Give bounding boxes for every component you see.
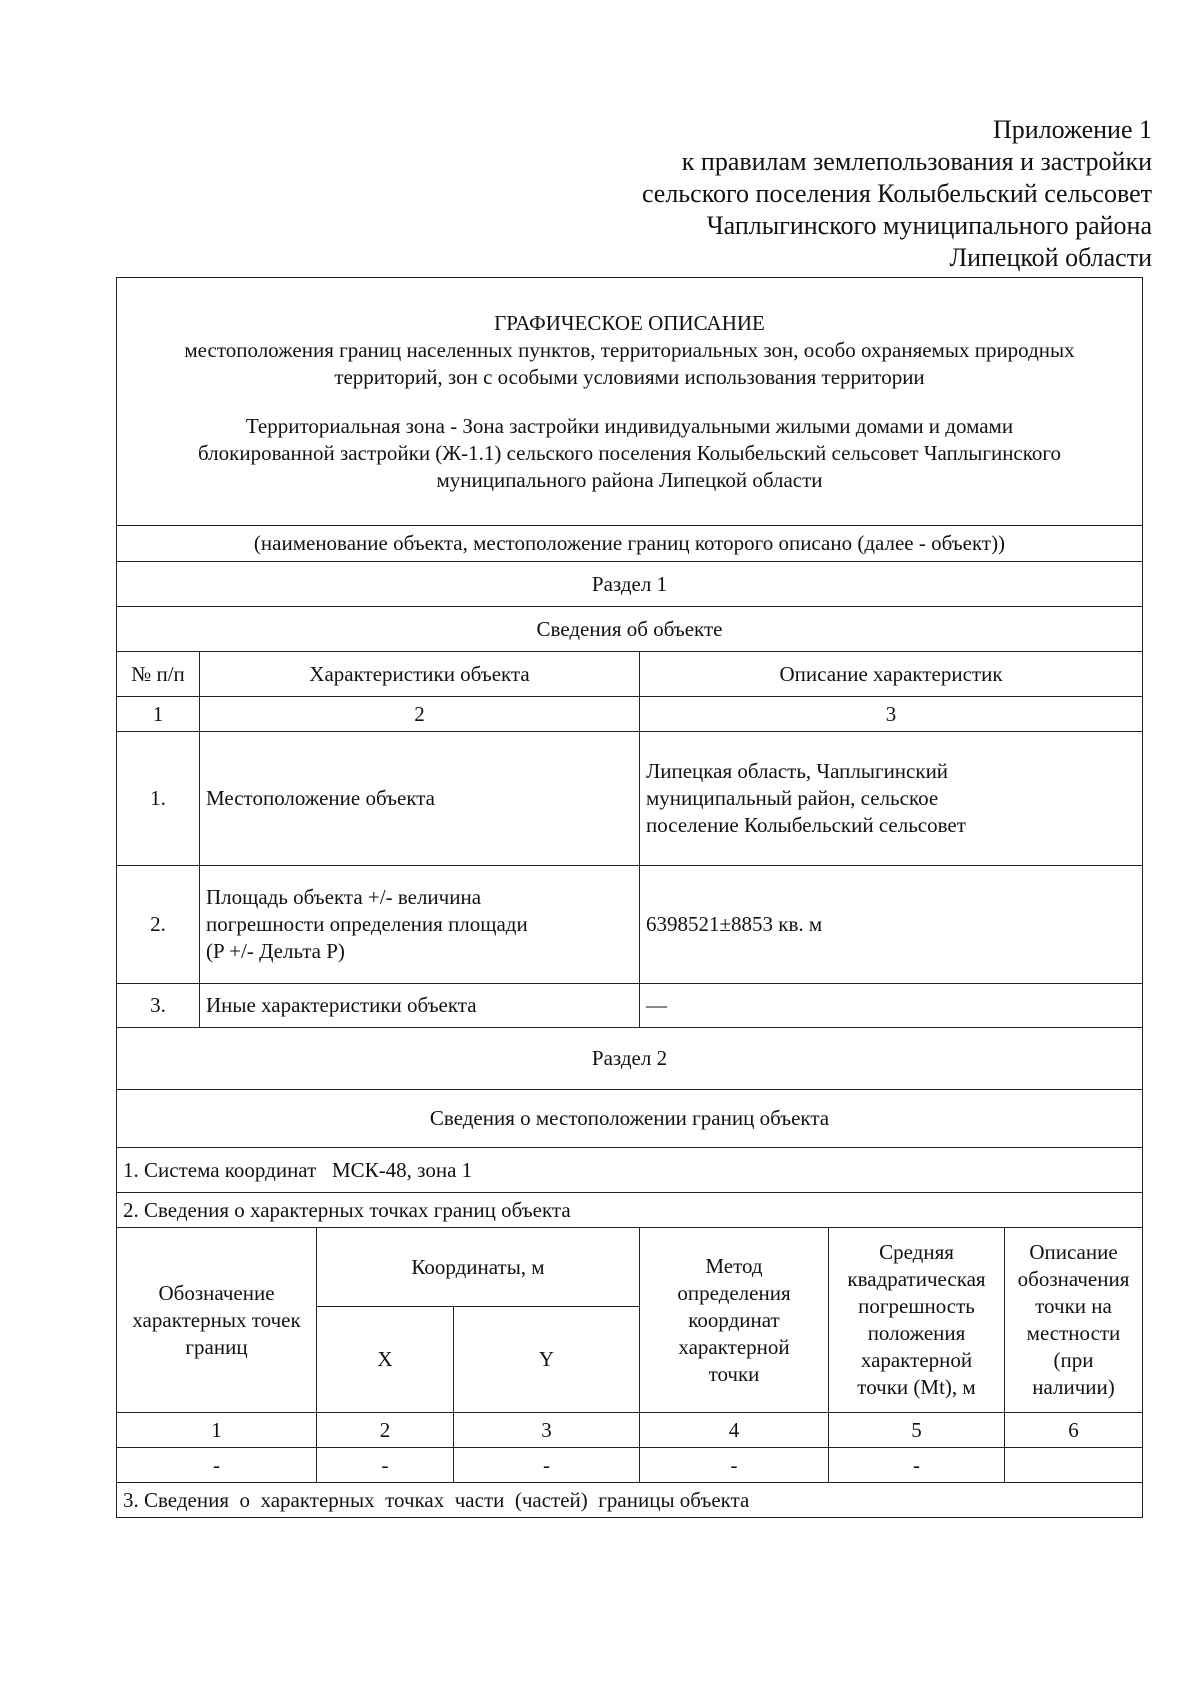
- header-coordinate-y: Y: [454, 1307, 640, 1413]
- header-line: границ: [185, 1334, 248, 1359]
- row-description-line: муниципальный район, сельское: [646, 786, 939, 810]
- col-header-characteristics: Характеристики объекта: [200, 652, 640, 697]
- row-description: [640, 732, 1143, 866]
- appendix-line-4: Чаплыгинского муниципального района: [706, 211, 1152, 240]
- table-row: [117, 866, 1143, 984]
- row-description-line: Липецкая область, Чаплыгинский: [646, 759, 949, 783]
- row-characteristic-line: Площадь объекта +/- величина: [206, 885, 482, 909]
- col-header-number: № п/п: [117, 652, 200, 697]
- section-1-subtitle: Сведения об объекте: [117, 607, 1143, 652]
- points-col-number-6: 6: [1005, 1413, 1143, 1448]
- header-line: точки (Mt), м: [857, 1375, 976, 1399]
- point-description-cell: [1005, 1448, 1143, 1483]
- document-title: ГРАФИЧЕСКОЕ ОПИСАНИЕ: [494, 311, 765, 335]
- point-y-cell: -: [454, 1448, 640, 1483]
- header-line: погрешность: [858, 1294, 975, 1318]
- row-characteristic-line: Местоположение объекта: [206, 786, 436, 810]
- row-description-line: поселение Колыбельский сельсовет: [646, 813, 966, 837]
- header-line: квадратическая: [847, 1267, 986, 1291]
- header-coordinates: Координаты, м: [317, 1228, 640, 1307]
- zone-name-line-3: муниципального района Липецкой области: [436, 468, 823, 492]
- header-point-description: [1005, 1228, 1143, 1413]
- header-mean-error: [829, 1228, 1005, 1413]
- document-header: [117, 278, 1143, 526]
- point-designation-cell: -: [117, 1448, 317, 1483]
- coordinate-system: 1. Система координат МСК-48, зона 1: [117, 1148, 1143, 1193]
- header-line: наличии): [1032, 1375, 1115, 1399]
- row-number: 3.: [117, 984, 200, 1028]
- header-line: положения: [867, 1321, 966, 1345]
- row-description: [640, 984, 1143, 1028]
- appendix-line-2: к правилам землепользования и застройки: [681, 147, 1152, 176]
- points-col-number-4: 4: [640, 1413, 829, 1448]
- header-coordinate-x: X: [317, 1307, 454, 1413]
- row-description-line: 6398521±8853 кв. м: [646, 912, 823, 936]
- document-subtitle-line-2: территорий, зон с особыми условиями использования территории: [334, 365, 925, 389]
- section-2-subtitle: Сведения о местоположении границ объекта: [117, 1090, 1143, 1148]
- header-line: Обозначение: [158, 1280, 275, 1305]
- header-line: Описание: [1029, 1240, 1118, 1264]
- document-subtitle-line-1: местоположения границ населенных пунктов, территориальных зон, особо охраняемых природных: [184, 338, 1075, 362]
- col-header-description: Описание характеристик: [640, 652, 1143, 697]
- header-method: [640, 1228, 829, 1413]
- row-description-line: —: [646, 993, 667, 1017]
- col-number-2: 2: [200, 697, 640, 732]
- header-line: Метод: [705, 1253, 763, 1278]
- row-characteristic: [200, 732, 640, 866]
- header-point-designation: [117, 1228, 317, 1413]
- row-characteristic-line: погрешности определения площади: [206, 912, 528, 936]
- points-col-number-2: 2: [317, 1413, 454, 1448]
- row-characteristic: [200, 866, 640, 984]
- header-line: характерной: [860, 1348, 973, 1372]
- points-col-number-5: 5: [829, 1413, 1005, 1448]
- zone-name-line-1: Территориальная зона - Зона застройки индивидуальными жилыми домами и домами: [245, 414, 1014, 438]
- table-row: [117, 732, 1143, 866]
- appendix-line-5: Липецкой области: [949, 243, 1152, 272]
- graphic-description-table: [116, 277, 1143, 1518]
- table-row: [117, 984, 1143, 1028]
- appendix-line-1: Приложение 1: [992, 115, 1152, 144]
- header-line: точки: [708, 1361, 760, 1386]
- points-col-number-1: 1: [117, 1413, 317, 1448]
- row-characteristic-line: Иные характеристики объекта: [206, 993, 477, 1017]
- header-line: Средняя: [879, 1240, 954, 1264]
- object-caption: (наименование объекта, местоположение границ которого описано (далее - объект)): [117, 526, 1143, 562]
- header-line: обозначения: [1017, 1267, 1130, 1291]
- row-number: 1.: [117, 732, 200, 866]
- appendix-block: [642, 114, 1152, 274]
- points-col-number-3: 3: [454, 1413, 640, 1448]
- point-method-cell: -: [640, 1448, 829, 1483]
- header-line: местности (при: [1026, 1321, 1121, 1372]
- row-characteristic-line: (P +/- Дельта P): [206, 939, 345, 963]
- col-number-1: 1: [117, 697, 200, 732]
- point-error-cell: -: [829, 1448, 1005, 1483]
- point-x-cell: -: [317, 1448, 454, 1483]
- section-1-title: Раздел 1: [117, 562, 1143, 607]
- row-description: [640, 866, 1143, 984]
- appendix-line-3: сельского поселения Колыбельский сельсовет: [641, 179, 1152, 208]
- header-line: характерных точек: [132, 1307, 301, 1332]
- header-line: характерной: [678, 1334, 790, 1359]
- row-number: 2.: [117, 866, 200, 984]
- col-number-3: 3: [640, 697, 1143, 732]
- header-line: точки на: [1035, 1294, 1112, 1318]
- boundary-parts-title: 3. Сведения о характерных точках части (частей) границы объекта: [117, 1483, 1143, 1518]
- header-line: определения: [677, 1280, 791, 1305]
- row-characteristic: [200, 984, 640, 1028]
- zone-name-line-2: блокированной застройки (Ж-1.1) сельского поселения Колыбельский сельсовет Чаплыгинского: [198, 441, 1061, 465]
- table-row: [117, 1448, 1143, 1483]
- header-line: координат: [688, 1307, 780, 1332]
- boundary-points-title: 2. Сведения о характерных точках границ объекта: [117, 1193, 1143, 1228]
- section-2-title: Раздел 2: [117, 1028, 1143, 1090]
